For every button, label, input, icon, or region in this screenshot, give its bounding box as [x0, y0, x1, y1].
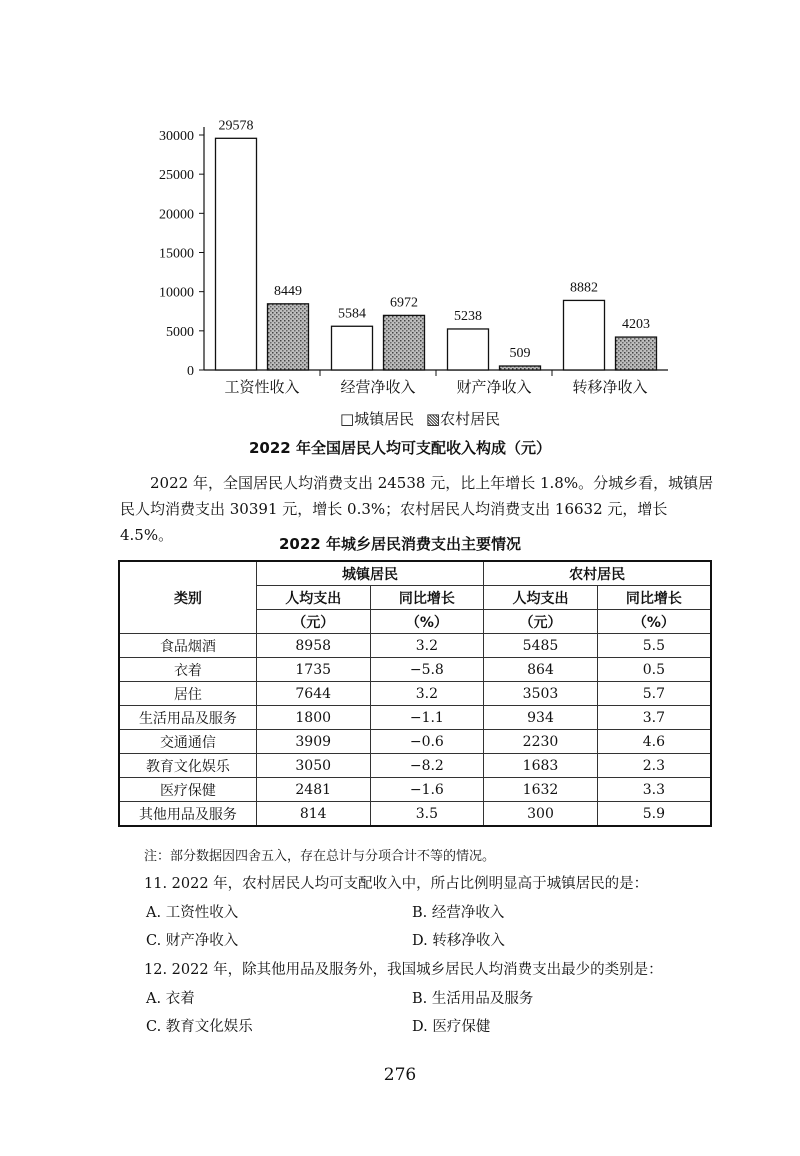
unit-rural-growth: （%）: [597, 610, 711, 634]
q12-option-d[interactable]: D. 医疗保健: [412, 1019, 491, 1035]
urban-growth: 3.2: [370, 634, 484, 658]
row-name: 食品烟酒: [119, 634, 256, 658]
table-row: [119, 754, 711, 778]
urban-spend: 3909: [256, 730, 370, 754]
data-label: 8882: [570, 280, 598, 296]
table-row: [119, 658, 711, 682]
x-tick-label: 财产净收入: [456, 378, 532, 396]
rural-growth: 2.3: [597, 754, 711, 778]
y-tick-label: 25000: [159, 168, 194, 184]
row-name: 交通通信: [119, 730, 256, 754]
urban-spend: 3050: [256, 754, 370, 778]
rural-growth: 5.7: [597, 682, 711, 706]
unit-urban-spend: （元）: [256, 610, 370, 634]
urban-growth: −5.8: [370, 658, 484, 682]
y-tick-label: 10000: [159, 285, 194, 301]
q12-option-c[interactable]: C. 教育文化娱乐: [146, 1019, 253, 1035]
rural-growth: 5.9: [597, 802, 711, 827]
bar-rural: [268, 304, 309, 370]
row-name: 其他用品及服务: [119, 802, 256, 827]
rural-spend: 3503: [484, 682, 598, 706]
table-row: [119, 802, 711, 827]
bar-rural: [500, 366, 541, 370]
rural-spend: 2230: [484, 730, 598, 754]
urban-growth: −0.6: [370, 730, 484, 754]
y-tick-label: 30000: [159, 129, 194, 144]
row-name: 衣着: [119, 658, 256, 682]
data-label: 5238: [454, 308, 482, 324]
urban-spend: 814: [256, 802, 370, 827]
data-label: 4203: [622, 317, 650, 333]
header-rural: 农村居民: [484, 561, 711, 586]
bar-urban: [564, 300, 605, 370]
paragraph-consumption: 2022 年，全国居民人均消费支出 24538 元，比上年增长 1.8%。分城乡看，城镇居民人均消费支出 30391 元，增长 0.3%；农村居民人均消费支出 16632 元，增长 4.5%。: [120, 474, 714, 544]
rural-growth: 5.5: [597, 634, 711, 658]
bar-rural: [384, 315, 425, 370]
y-tick-label: 20000: [159, 207, 194, 223]
q11-option-d[interactable]: D. 转移净收入: [412, 933, 505, 949]
rural-spend: 300: [484, 802, 598, 827]
urban-growth: −1.6: [370, 778, 484, 802]
q12-option-b[interactable]: B. 生活用品及服务: [412, 991, 534, 1007]
table-row: [119, 706, 711, 730]
legend-rural: ▧农村居民: [426, 410, 501, 428]
unit-rural-spend: （元）: [484, 610, 598, 634]
data-label: 5584: [338, 306, 366, 322]
consumption-table: [118, 560, 712, 827]
bar-rural: [616, 337, 657, 370]
data-label: 8449: [274, 283, 302, 299]
x-tick-label: 转移净收入: [572, 378, 648, 396]
row-name: 居住: [119, 682, 256, 706]
rural-spend: 1683: [484, 754, 598, 778]
bar-urban: [332, 326, 373, 370]
q11-option-a[interactable]: A. 工资性收入: [146, 905, 239, 921]
rural-growth: 3.7: [597, 706, 711, 730]
urban-growth: 3.5: [370, 802, 484, 827]
legend-urban: □城镇居民: [340, 410, 415, 428]
data-label: 6972: [390, 295, 418, 311]
rural-spend: 934: [484, 706, 598, 730]
page-number: 276: [383, 1065, 417, 1085]
data-label: 29578: [218, 118, 254, 134]
rural-spend: 1632: [484, 778, 598, 802]
header-category: 类别: [119, 561, 256, 634]
rural-spend: 864: [484, 658, 598, 682]
q11-option-c[interactable]: C. 财产净收入: [146, 933, 239, 949]
rural-spend: 5485: [484, 634, 598, 658]
urban-growth: −1.1: [370, 706, 484, 730]
q11-option-b[interactable]: B. 经营净收入: [412, 905, 505, 921]
y-tick-label: 15000: [159, 246, 194, 262]
header-urban: 城镇居民: [256, 561, 483, 586]
bar-urban: [216, 138, 257, 370]
urban-spend: 7644: [256, 682, 370, 706]
table-row: [119, 682, 711, 706]
urban-spend: 8958: [256, 634, 370, 658]
rural-growth: 4.6: [597, 730, 711, 754]
header-urban-growth: 同比增长: [370, 586, 484, 610]
q12-option-a[interactable]: A. 衣着: [146, 991, 195, 1007]
table-row: [119, 634, 711, 658]
x-tick-label: 工资性收入: [224, 378, 300, 396]
table-title: 2022 年城乡居民消费支出主要情况: [279, 535, 521, 553]
rural-growth: 3.3: [597, 778, 711, 802]
bar-urban: [448, 329, 489, 370]
unit-urban-growth: （%）: [370, 610, 484, 634]
rural-growth: 0.5: [597, 658, 711, 682]
income-bar-chart: [0, 0, 800, 430]
header-rural-growth: 同比增长: [597, 586, 711, 610]
header-urban-spend: 人均支出: [256, 586, 370, 610]
table-note: 注：部分数据因四舍五入，存在总计与分项合计不等的情况。: [144, 849, 496, 864]
y-tick-label: 0: [187, 364, 194, 379]
table-row: [119, 730, 711, 754]
question-12-stem: 12. 2022 年，除其他用品及服务外，我国城乡居民人均消费支出最少的类别是：: [144, 962, 663, 978]
table-row: [119, 778, 711, 802]
urban-spend: 2481: [256, 778, 370, 802]
row-name: 教育文化娱乐: [119, 754, 256, 778]
x-tick-label: 经营净收入: [340, 378, 416, 396]
row-name: 医疗保健: [119, 778, 256, 802]
y-tick-label: 5000: [166, 324, 194, 340]
row-name: 生活用品及服务: [119, 706, 256, 730]
data-label: 509: [509, 346, 531, 362]
chart-title: 2022 年全国居民人均可支配收入构成（元）: [249, 439, 551, 457]
header-rural-spend: 人均支出: [484, 586, 598, 610]
urban-spend: 1800: [256, 706, 370, 730]
urban-spend: 1735: [256, 658, 370, 682]
urban-growth: −8.2: [370, 754, 484, 778]
question-11-stem: 11. 2022 年，农村居民人均可支配收入中，所占比例明显高于城镇居民的是：: [144, 876, 649, 892]
urban-growth: 3.2: [370, 682, 484, 706]
